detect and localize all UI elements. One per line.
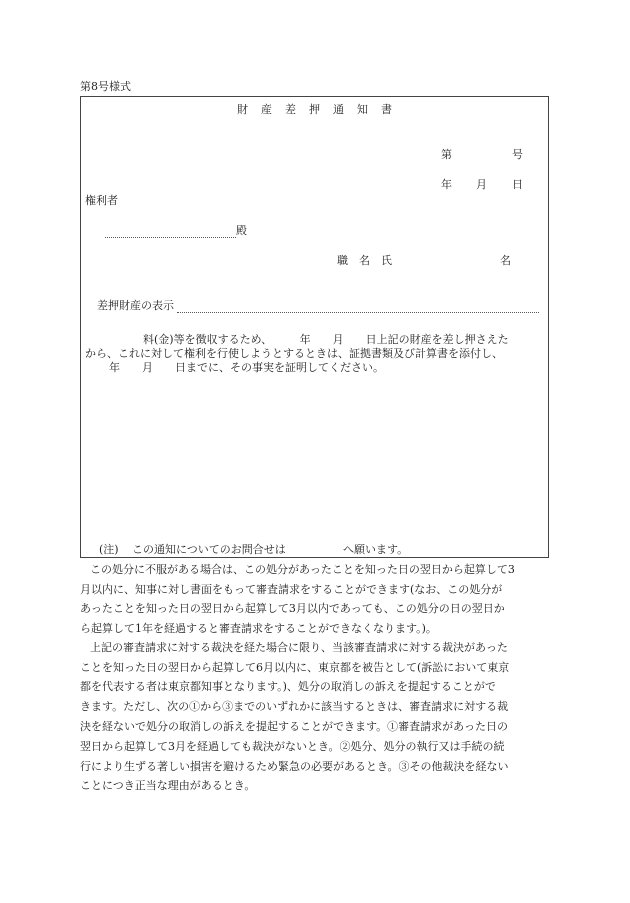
recipient-honorific: 殿 xyxy=(236,224,247,237)
date-day-label: 日 xyxy=(512,178,523,191)
date-year-label: 年 xyxy=(441,178,452,191)
number-prefix: 第 xyxy=(441,148,452,161)
form-number: 第8号様式 xyxy=(80,80,131,93)
notice-body-line-1: 料(金)等を徴収するため、 年 月 日上記の財産を差し押さえた xyxy=(143,333,509,346)
instruction-line: ら起算して1年を経過すると審査請求をすることができなくなります。)。 xyxy=(80,622,437,635)
number-suffix: 号 xyxy=(512,148,523,161)
recipient-name-line xyxy=(105,237,236,238)
note-suffix: へ願います。 xyxy=(343,543,409,556)
recipient-label: 権利者 xyxy=(85,194,118,207)
seized-property-label: 差押財産の表示 xyxy=(97,299,174,312)
instruction-line: 決を経ないで処分の取消しの訴えを提起することができます。①審査請求があった日の xyxy=(80,720,509,733)
notice-form xyxy=(80,96,549,558)
instruction-line: この処分に不服がある場合は、この処分があったことを知った日の翌日から起算して3 xyxy=(90,563,515,576)
official-title-label: 職 名 氏 xyxy=(337,254,392,267)
instruction-line: 月以内に、知事に対し書面をもって審査請求をすることができます(なお、この処分が xyxy=(80,583,503,596)
notice-body-line-3: 年 月 日までに、その事実を証明してください。 xyxy=(109,361,384,374)
note-label: (注) xyxy=(99,543,119,556)
instruction-line: 上記の審査請求に対する裁決を経た場合に限り、当該審査請求に対する裁決があった xyxy=(90,641,508,654)
note-text: この通知についてのお問合せは xyxy=(132,543,286,556)
instruction-line: 都を代表する者は東京都知事となります。)、処分の取消しの訴えを提起することがで xyxy=(80,680,496,693)
notice-body-line-2: から、これに対して権利を行使しようとするときは、証拠書類及び計算書を添付し、 xyxy=(85,347,503,360)
instruction-line: ことを知った日の翌日から起算して6月以内に、東京都を被告として(訴訟において東京 xyxy=(80,661,510,674)
official-name-label: 名 xyxy=(500,254,511,267)
instruction-line: あったことを知った日の翌日から起算して3月以内であっても、この処分の日の翌日か xyxy=(80,602,505,615)
instruction-line: ことにつき正当な理由があるとき。 xyxy=(80,779,256,792)
instruction-line: 行により生ずる著しい損害を避けるため緊急の必要があるとき。③その他裁決を経ない xyxy=(80,760,509,773)
seized-property-line xyxy=(177,312,539,313)
instruction-line: きます。ただし、次の①から③までのいずれかに該当するときは、審査請求に対する裁 xyxy=(80,700,509,713)
instruction-line: 翌日から起算して3月を経過しても裁決がないとき。②処分、処分の執行又は手続の続 xyxy=(80,740,505,753)
date-month-label: 月 xyxy=(476,178,487,191)
document-title: 財 産 差 押 通 知 書 xyxy=(237,103,393,116)
